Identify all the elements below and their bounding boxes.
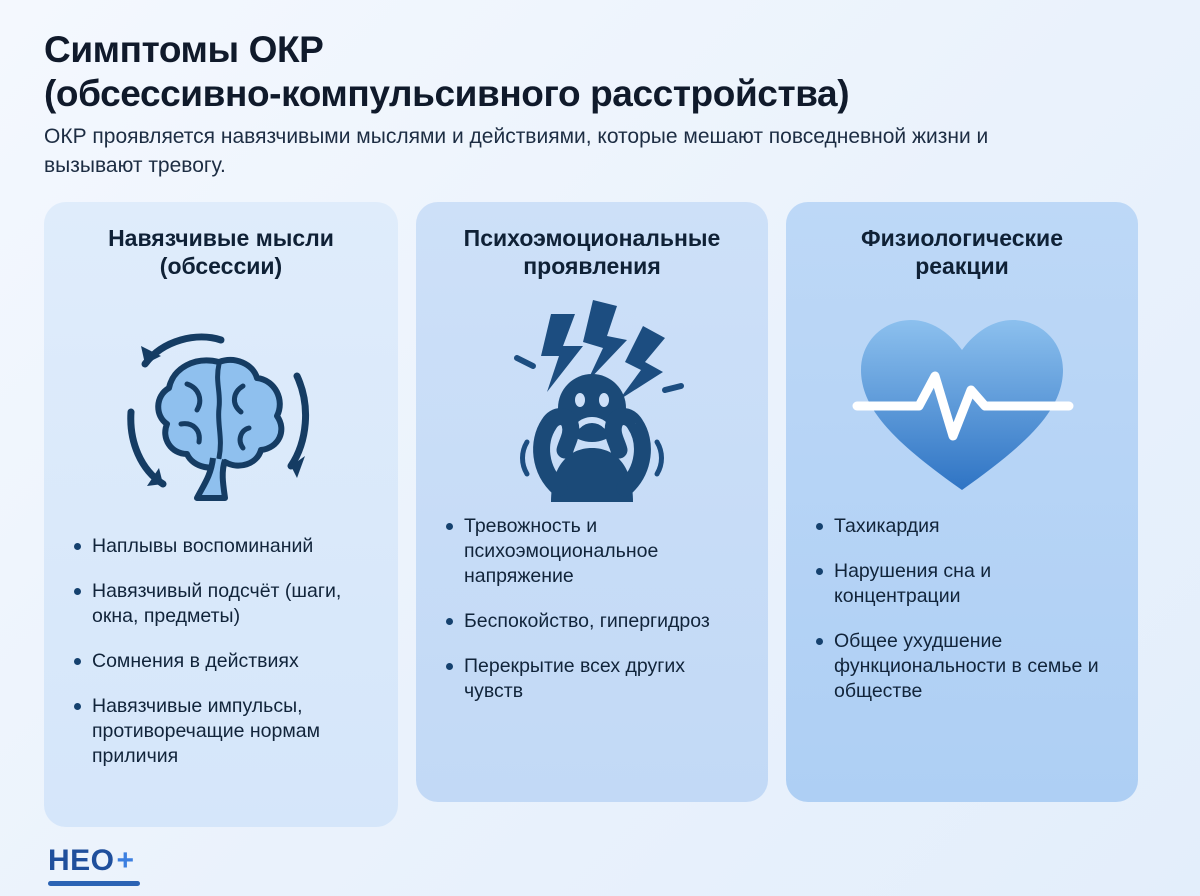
brain-icon — [101, 302, 341, 517]
card-title-line-1: Физиологические — [861, 225, 1063, 251]
card-points-list — [436, 514, 748, 704]
stressed-person-icon — [467, 292, 717, 507]
list-item: Сомнения в действиях — [70, 649, 374, 674]
card-illustration — [436, 284, 748, 514]
card-points-list — [806, 514, 1118, 704]
list-item: Навязчивый подсчёт (шаги, окна, предметы) — [70, 579, 374, 629]
card-title — [806, 224, 1118, 284]
card-title — [64, 224, 378, 284]
list-item: Перекрытие всех других чувств — [442, 654, 744, 704]
list-item: Навязчивые импульсы, противоречащие нормам приличия — [70, 694, 374, 769]
card-obsessive-thoughts — [44, 202, 398, 827]
cards-container — [44, 202, 1156, 827]
card-title-line-2: (обсессии) — [159, 253, 283, 280]
page-title — [44, 28, 1154, 115]
list-item: Тахикардия — [812, 514, 1114, 539]
page-title-line-1: Симптомы ОКР — [44, 29, 324, 70]
card-title-line-1: Психоэмоциональные — [463, 225, 721, 251]
card-physiological — [786, 202, 1138, 802]
brand-logo-text: НЕО — [48, 844, 115, 877]
list-item: Наплывы воспоминаний — [70, 534, 374, 559]
brand-logo-underline — [48, 881, 140, 886]
heart-pulse-icon — [837, 294, 1087, 504]
page-subtitle: ОКР проявляется навязчивыми мыслями и действиями, которые мешают повседневной жизни и вызывают тревогу. — [44, 125, 989, 177]
card-points-list — [64, 534, 378, 769]
card-title-line-1: Навязчивые мысли — [108, 225, 334, 251]
list-item: Тревожность и психоэмоциональное напряжение — [442, 514, 744, 589]
list-item: Нарушения сна и концентрации — [812, 559, 1114, 609]
list-item: Беспокойство, гипергидроз — [442, 609, 744, 634]
brand-logo-plus: + — [116, 844, 135, 877]
card-title-line-2: проявления — [523, 253, 661, 280]
card-title — [436, 224, 748, 284]
brand-logo — [48, 844, 135, 878]
card-illustration — [806, 284, 1118, 514]
card-title-line-2: реакции — [915, 253, 1009, 280]
page-title-line-2: (обсессивно-компульсивного расстройства) — [44, 72, 850, 114]
card-psychoemotional — [416, 202, 768, 802]
card-illustration — [64, 284, 378, 534]
list-item: Общее ухудшение функциональности в семье и обществе — [812, 629, 1114, 704]
